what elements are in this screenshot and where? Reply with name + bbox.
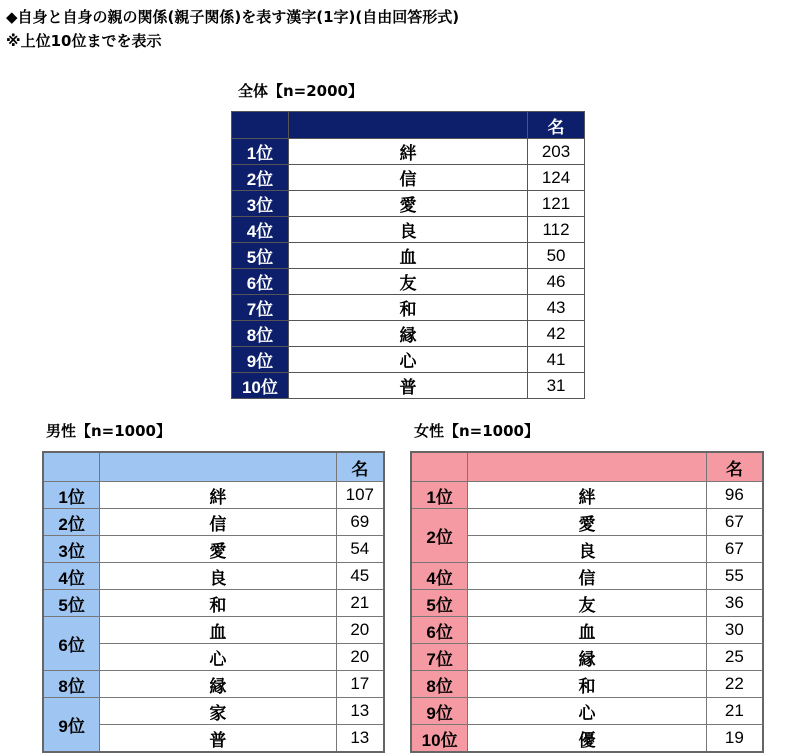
table-row bbox=[232, 139, 585, 165]
rank-cell: 1位 bbox=[232, 139, 289, 165]
female-ranking-table bbox=[410, 451, 764, 753]
count-cell: 124 bbox=[528, 165, 585, 191]
table-row bbox=[43, 482, 384, 509]
kanji-cell: 縁 bbox=[100, 671, 336, 698]
kanji-cell: 普 bbox=[100, 725, 336, 753]
count-header-cell: 名 bbox=[706, 452, 763, 482]
kanji-cell: 信 bbox=[468, 563, 706, 590]
table-row bbox=[411, 563, 763, 590]
kanji-cell: 和 bbox=[288, 295, 527, 321]
kanji-cell: 心 bbox=[100, 644, 336, 671]
kanji-cell: 家 bbox=[100, 698, 336, 725]
rank-cell: 10位 bbox=[411, 725, 468, 753]
rank-cell: 4位 bbox=[43, 563, 100, 590]
rank-cell: 4位 bbox=[411, 563, 468, 590]
count-cell: 30 bbox=[706, 617, 763, 644]
count-cell: 69 bbox=[336, 509, 384, 536]
count-cell: 31 bbox=[528, 373, 585, 399]
table-row bbox=[411, 698, 763, 725]
count-cell: 107 bbox=[336, 482, 384, 509]
rank-cell: 2位 bbox=[43, 509, 100, 536]
count-cell: 42 bbox=[528, 321, 585, 347]
count-cell: 121 bbox=[528, 191, 585, 217]
table-row bbox=[43, 536, 384, 563]
count-cell: 67 bbox=[706, 536, 763, 563]
kanji-header-cell bbox=[100, 452, 336, 482]
count-cell: 112 bbox=[528, 217, 585, 243]
rank-cell: 2位 bbox=[411, 509, 468, 563]
kanji-cell: 心 bbox=[288, 347, 527, 373]
table-row bbox=[43, 563, 384, 590]
count-cell: 46 bbox=[528, 269, 585, 295]
table-row bbox=[232, 217, 585, 243]
kanji-header-cell bbox=[468, 452, 706, 482]
table-row bbox=[411, 590, 763, 617]
count-cell: 54 bbox=[336, 536, 384, 563]
rank-cell: 7位 bbox=[232, 295, 289, 321]
count-cell: 67 bbox=[706, 509, 763, 536]
kanji-header-cell bbox=[288, 112, 527, 139]
kanji-cell: 絆 bbox=[468, 482, 706, 509]
rank-cell: 3位 bbox=[232, 191, 289, 217]
female-label: 女性【n=1000】 bbox=[414, 422, 539, 440]
table-row bbox=[411, 617, 763, 644]
count-cell: 203 bbox=[528, 139, 585, 165]
table-row bbox=[43, 509, 384, 536]
table-row bbox=[43, 590, 384, 617]
rank-cell: 5位 bbox=[411, 590, 468, 617]
kanji-cell: 絆 bbox=[100, 482, 336, 509]
count-cell: 22 bbox=[706, 671, 763, 698]
rank-cell: 3位 bbox=[43, 536, 100, 563]
count-cell: 41 bbox=[528, 347, 585, 373]
count-cell: 17 bbox=[336, 671, 384, 698]
count-cell: 36 bbox=[706, 590, 763, 617]
table-row bbox=[232, 243, 585, 269]
rank-cell: 10位 bbox=[232, 373, 289, 399]
overall-ranking-table bbox=[231, 111, 585, 399]
table-row bbox=[232, 347, 585, 373]
count-cell: 19 bbox=[706, 725, 763, 753]
kanji-cell: 友 bbox=[288, 269, 527, 295]
table-row bbox=[232, 165, 585, 191]
rank-cell: 9位 bbox=[411, 698, 468, 725]
count-cell: 13 bbox=[336, 698, 384, 725]
kanji-cell: 愛 bbox=[100, 536, 336, 563]
kanji-cell: 良 bbox=[288, 217, 527, 243]
kanji-cell: 信 bbox=[288, 165, 527, 191]
count-cell: 43 bbox=[528, 295, 585, 321]
table-row bbox=[43, 698, 384, 725]
kanji-cell: 愛 bbox=[468, 509, 706, 536]
rank-cell: 9位 bbox=[232, 347, 289, 373]
table-row bbox=[43, 671, 384, 698]
rank-cell: 1位 bbox=[43, 482, 100, 509]
table-row bbox=[411, 482, 763, 509]
rank-cell: 5位 bbox=[232, 243, 289, 269]
rank-cell: 5位 bbox=[43, 590, 100, 617]
kanji-cell: 縁 bbox=[288, 321, 527, 347]
count-cell: 55 bbox=[706, 563, 763, 590]
table-header-row bbox=[232, 112, 585, 139]
table-header-row bbox=[43, 452, 384, 482]
rank-cell: 9位 bbox=[43, 698, 100, 753]
male-ranking-table bbox=[42, 451, 385, 753]
table-row bbox=[232, 321, 585, 347]
kanji-cell: 普 bbox=[288, 373, 527, 399]
table-row bbox=[232, 373, 585, 399]
overall-label: 全体【n=2000】 bbox=[238, 82, 363, 100]
count-cell: 45 bbox=[336, 563, 384, 590]
count-cell: 21 bbox=[336, 590, 384, 617]
kanji-cell: 和 bbox=[100, 590, 336, 617]
kanji-cell: 愛 bbox=[288, 191, 527, 217]
table-row bbox=[43, 617, 384, 644]
count-header-cell: 名 bbox=[528, 112, 585, 139]
rank-header-cell bbox=[411, 452, 468, 482]
count-cell: 13 bbox=[336, 725, 384, 753]
count-cell: 50 bbox=[528, 243, 585, 269]
rank-cell: 2位 bbox=[232, 165, 289, 191]
kanji-cell: 縁 bbox=[468, 644, 706, 671]
kanji-cell: 信 bbox=[100, 509, 336, 536]
kanji-cell: 和 bbox=[468, 671, 706, 698]
kanji-cell: 良 bbox=[468, 536, 706, 563]
rank-cell: 8位 bbox=[43, 671, 100, 698]
count-cell: 21 bbox=[706, 698, 763, 725]
kanji-cell: 良 bbox=[100, 563, 336, 590]
kanji-cell: 心 bbox=[468, 698, 706, 725]
rank-cell: 8位 bbox=[232, 321, 289, 347]
rank-cell: 6位 bbox=[411, 617, 468, 644]
rank-header-cell bbox=[232, 112, 289, 139]
kanji-cell: 優 bbox=[468, 725, 706, 753]
rank-cell: 4位 bbox=[232, 217, 289, 243]
rank-cell: 8位 bbox=[411, 671, 468, 698]
kanji-cell: 血 bbox=[288, 243, 527, 269]
table-header-row bbox=[411, 452, 763, 482]
table-row bbox=[232, 269, 585, 295]
rank-cell: 6位 bbox=[43, 617, 100, 671]
kanji-cell: 友 bbox=[468, 590, 706, 617]
table-row bbox=[232, 191, 585, 217]
count-cell: 96 bbox=[706, 482, 763, 509]
table-row bbox=[411, 644, 763, 671]
kanji-cell: 血 bbox=[468, 617, 706, 644]
count-header-cell: 名 bbox=[336, 452, 384, 482]
page-title: ◆自身と自身の親の関係(親子関係)を表す漢字(1字)(自由回答形式) bbox=[6, 8, 460, 26]
count-cell: 20 bbox=[336, 617, 384, 644]
rank-header-cell bbox=[43, 452, 100, 482]
kanji-cell: 血 bbox=[100, 617, 336, 644]
male-label: 男性【n=1000】 bbox=[46, 422, 171, 440]
table-row bbox=[411, 509, 763, 536]
rank-cell: 7位 bbox=[411, 644, 468, 671]
table-row bbox=[411, 671, 763, 698]
page-note: ※上位10位までを表示 bbox=[6, 32, 162, 50]
count-cell: 25 bbox=[706, 644, 763, 671]
kanji-cell: 絆 bbox=[288, 139, 527, 165]
count-cell: 20 bbox=[336, 644, 384, 671]
table-row bbox=[232, 295, 585, 321]
rank-cell: 1位 bbox=[411, 482, 468, 509]
table-row bbox=[411, 725, 763, 753]
rank-cell: 6位 bbox=[232, 269, 289, 295]
